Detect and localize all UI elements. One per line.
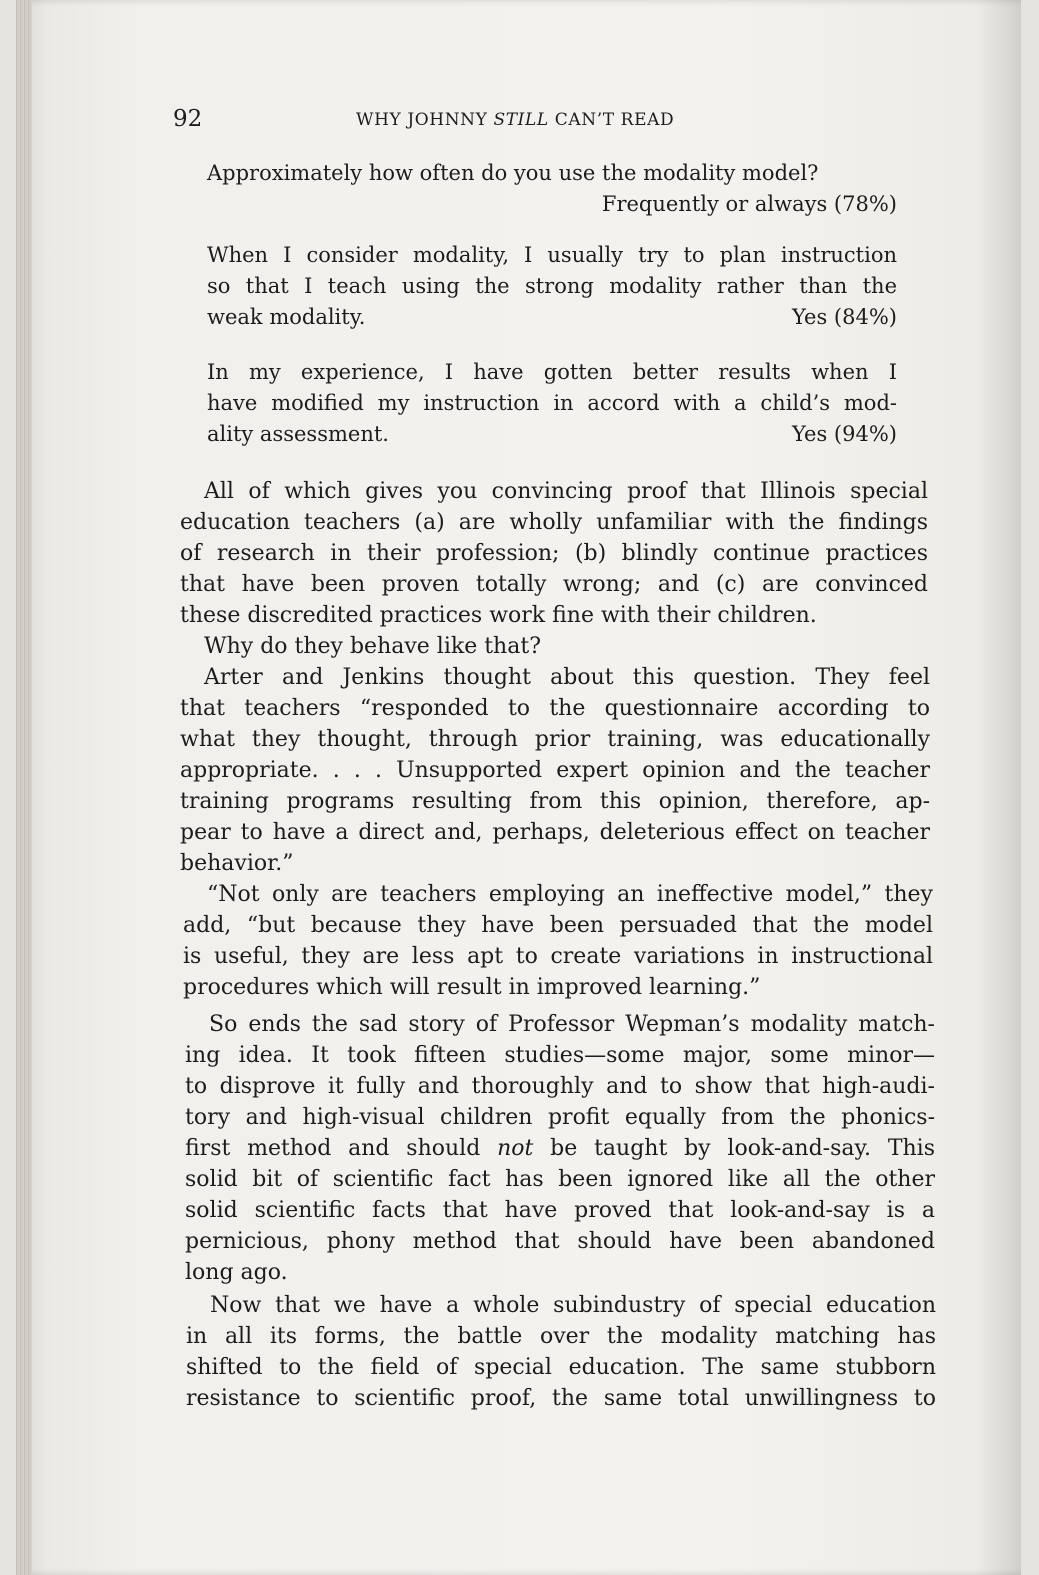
paragraph-line: ing idea. It took fifteen studies—some major, some minor— xyxy=(185,1043,935,1068)
paragraph-line: that teachers “responded to the questionnaire according to xyxy=(180,696,930,721)
paragraph-line: training programs resulting from this opinion, therefore, ap- xyxy=(180,789,930,814)
question-line-end: weak modality. xyxy=(207,305,366,329)
paragraph-line xyxy=(185,1133,935,1164)
paragraph-line: Now that we have a whole subindustry of special education xyxy=(210,1293,936,1318)
survey-question-2 xyxy=(207,240,897,333)
paragraph-line: solid scientific facts that have proved that look-and-say is a xyxy=(185,1198,935,1223)
paragraph-line: pernicious, phony method that should have been abandoned xyxy=(185,1229,935,1254)
question-line: have modified my instruction in accord with a child’s mod- xyxy=(207,391,897,415)
paragraph-line: of research in their profession; (b) blindly continue practices xyxy=(180,541,928,566)
paragraph-line: education teachers (a) are wholly unfamiliar with the findings xyxy=(180,510,928,535)
paragraph-2 xyxy=(180,631,928,662)
paragraph-line: to disprove it fully and thoroughly and to show that high-audi- xyxy=(185,1074,935,1099)
paragraph-line: is useful, they are less apt to create variations in instructional xyxy=(183,944,933,969)
paragraph-line: All of which gives you convincing proof that Illinois special xyxy=(204,479,928,504)
paragraph-line: that have been proven totally wrong; and (c) are convinced xyxy=(180,572,928,597)
running-head-part2: CAN’T READ xyxy=(548,110,675,130)
question-answer-row xyxy=(207,419,897,450)
paragraph-line: tory and high-visual children profit equally from the phonics- xyxy=(185,1105,935,1130)
question-line-end: ality assessment. xyxy=(207,422,389,446)
running-head-italic: STILL xyxy=(493,110,549,130)
paragraph-line: in all its forms, the battle over the modality matching has xyxy=(186,1324,936,1349)
paragraph-line: long ago. xyxy=(185,1260,288,1285)
paragraph-6 xyxy=(186,1290,936,1414)
question-answer: Yes (94%) xyxy=(792,422,897,446)
paragraph-line: appropriate. . . . Unsupported expert opinion and the teacher xyxy=(180,758,930,783)
paragraph-line: what they thought, through prior training, was educationally xyxy=(180,727,930,752)
question-answer: Yes (84%) xyxy=(792,305,897,329)
question-line: When I consider modality, I usually try to plan instruction xyxy=(207,243,897,267)
page-header xyxy=(173,106,753,140)
paragraph-5 xyxy=(185,1009,935,1288)
paragraph-line: pear to have a direct and, perhaps, deleterious effect on teacher xyxy=(180,820,930,845)
paragraph-3 xyxy=(180,662,930,879)
paragraph-line: resistance to scientific proof, the same total unwillingness to xyxy=(186,1386,936,1411)
paragraph-text: be taught by look-and-say. This xyxy=(533,1136,935,1161)
paragraph-line: behavior.” xyxy=(180,851,294,876)
paragraph-line: procedures which will result in improved learning.” xyxy=(183,975,761,1000)
paragraph-line: So ends the sad story of Professor Wepman’s modality match- xyxy=(209,1012,935,1037)
question-answer-row xyxy=(207,302,897,333)
paragraph-4 xyxy=(183,879,933,1003)
paragraph-line: “Not only are teachers employing an ineffective model,” they xyxy=(207,882,933,907)
emphasis-text: not xyxy=(497,1136,534,1161)
paragraph-line: solid bit of scientific fact has been ignored like all the other xyxy=(185,1167,935,1192)
running-head xyxy=(356,110,674,130)
page-number: 92 xyxy=(173,106,203,132)
survey-question-3 xyxy=(207,357,897,450)
question-line: In my experience, I have gotten better results when I xyxy=(207,360,897,384)
paragraph-line: shifted to the field of special education. The same stubborn xyxy=(186,1355,936,1380)
question-answer: Frequently or always (78%) xyxy=(601,192,897,216)
page-edge xyxy=(16,0,32,1575)
paragraph-line: Why do they behave like that? xyxy=(204,634,541,659)
paragraph-1 xyxy=(180,476,928,631)
paragraph-line: these discredited practices work fine with their children. xyxy=(180,603,817,628)
paragraph-text: first method and should xyxy=(185,1136,498,1161)
survey-question-1 xyxy=(207,158,897,220)
paragraph-line: add, “but because they have been persuaded that the model xyxy=(183,913,933,938)
question-line: Approximately how often do you use the modality model? xyxy=(207,161,819,185)
question-line: so that I teach using the strong modality rather than the xyxy=(207,274,897,298)
running-head-part1: WHY JOHNNY xyxy=(356,110,494,130)
paragraph-line: Arter and Jenkins thought about this question. They feel xyxy=(204,665,930,690)
